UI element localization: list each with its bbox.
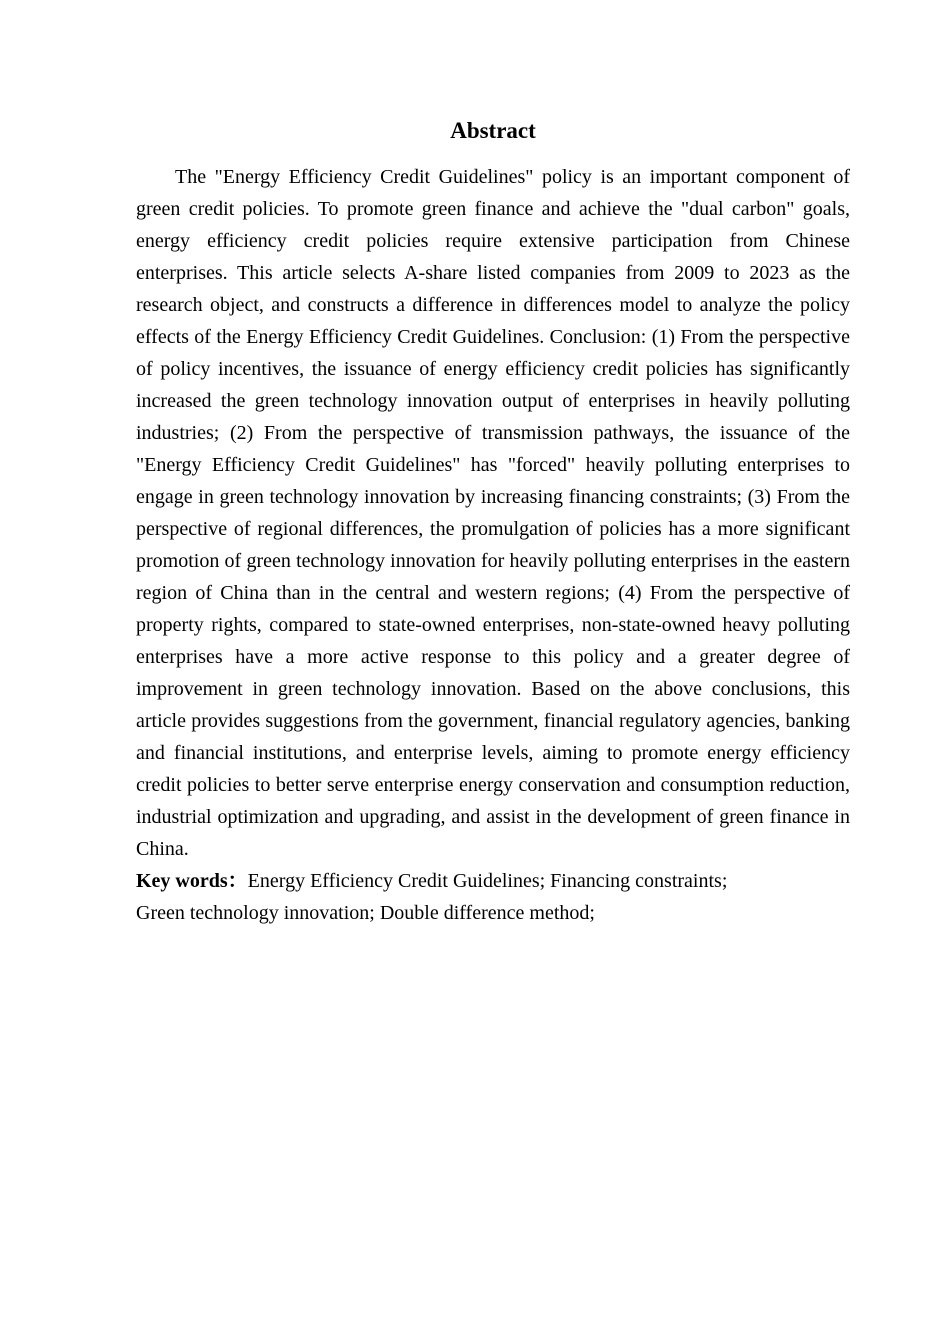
keywords-block: [136, 865, 850, 929]
keywords-text-1: Energy Efficiency Credit Guidelines; Financing constraints;: [247, 870, 728, 892]
keywords-line-1: [136, 865, 850, 897]
keywords-label: Key words：: [136, 870, 248, 892]
abstract-paragraph: The "Energy Efficiency Credit Guidelines" policy is an important component of green credit policies. To promote green finance and achieve the "dual carbon" goals, energy efficiency credit policies require extensive participation from Chinese enterprises. This article selects A-share listed companies from 2009 to 2023 as the research object, and constructs a difference in differences model to analyze the policy effects of the Energy Efficiency Credit Guidelines. Conclusion: (1) From the perspective of policy incentives, the issuance of energy efficiency credit policies has significantly increased the green technology innovation output of enterprises in heavily polluting industries; (2) From the perspective of transmission pathways, the issuance of the "Energy Efficiency Credit Guidelines" has "forced" heavily polluting enterprises to engage in green technology innovation by increasing financing constraints; (3) From the perspective of regional differences, the promulgation of policies has a more significant promotion of green technology innovation for heavily polluting enterprises in the eastern region of China than in the central and western regions; (4) From the perspective of property rights, compared to state-owned enterprises, non-state-owned heavy polluting enterprises have a more active response to this policy and a greater degree of improvement in green technology innovation. Based on the above conclusions, this article provides suggestions from the government, financial regulatory agencies, banking and financial institutions, and enterprise levels, aiming to promote energy efficiency credit policies to better serve enterprise energy conservation and consumption reduction, industrial optimization and upgrading, and assist in the development of green finance in China.: [136, 166, 850, 860]
abstract-section: [136, 115, 850, 929]
abstract-title: Abstract: [450, 118, 536, 143]
keywords-text-2: Green technology innovation; Double difference method;: [136, 902, 595, 924]
